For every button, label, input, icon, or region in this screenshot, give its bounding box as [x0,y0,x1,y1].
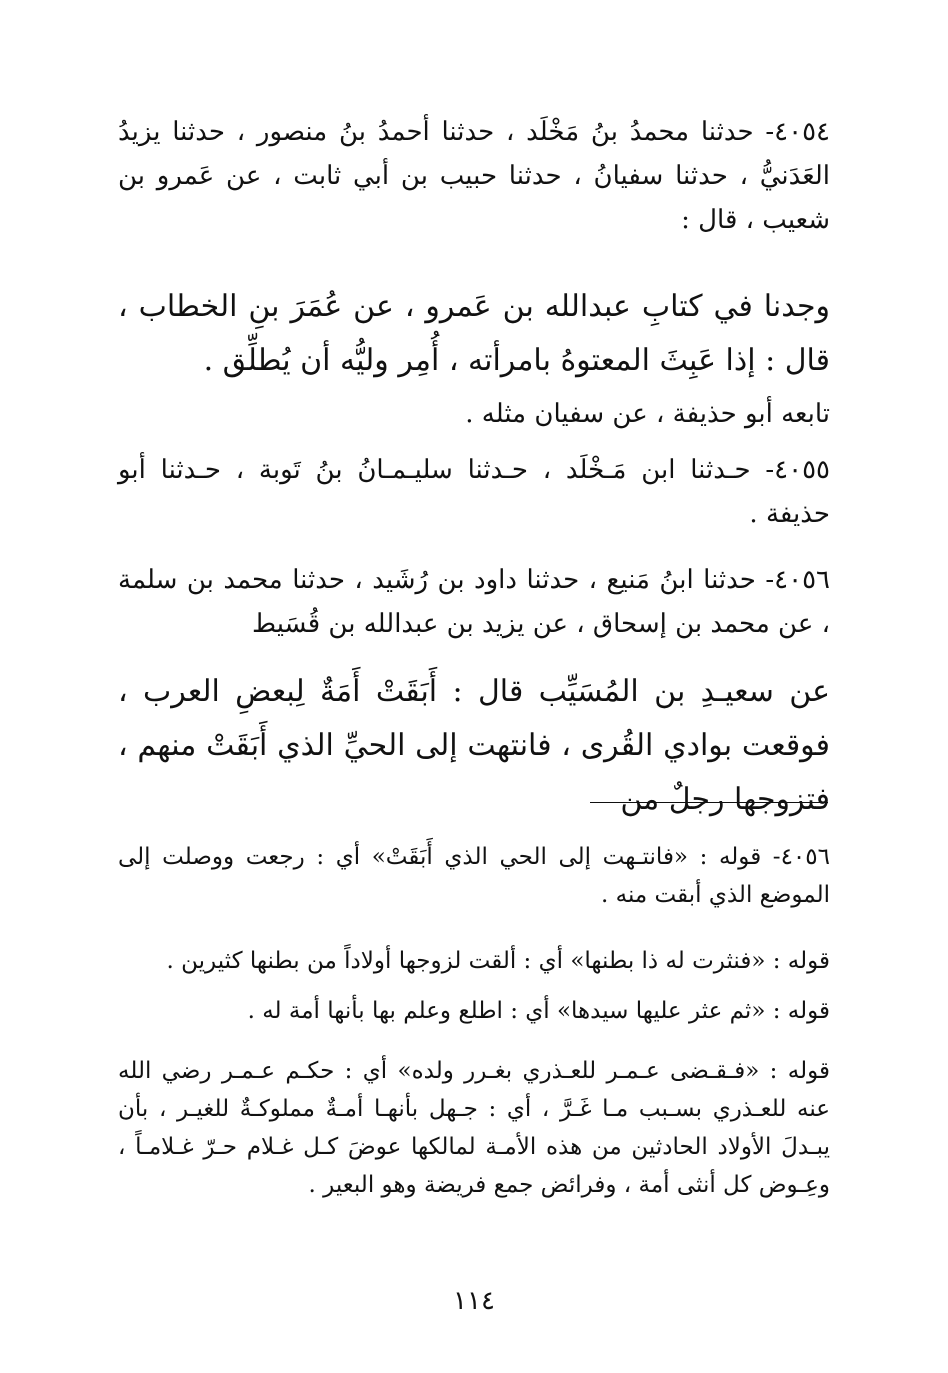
hadith-4054-text: وجدنا في كتابِ عبدالله بن عَمرو ، عن عُمَرَ بنِ الخطاب ، قال : إذا عَبِثَ المعتوهُ بامرأته ، أُمِر وليُّه أن يُطلِّق . [118,289,830,378]
hadith-4054: ٤٠٥٤- حدثنا محمدُ بنُ مَخْلَد ، حدثنا أحمدُ بنُ منصور ، حدثنا يزيدُ العَدَنيُّ ، حدثنا سفيانُ ، حدثنا حبيب بن أبي ثابت ، عن عَمرو بن شعيب ، قال : [118,117,830,235]
footnote-note-3: قوله : «ثم عثر عليها سيدها» أي : اطلع وعلم بها بأنها أمة له . [247,998,830,1024]
hadith-4056: ٤٠٥٦- حدثنا ابنُ مَنيع ، حدثنا داود بن رُشَيد ، حدثنا محمد بن سلمة ، عن محمد بن إسحاق ، عن يزيد بن عبدالله بن قُسَيط [118,565,830,639]
hadith-4056-text: عن سعيـدِ بن المُسَيِّب قال : أَبَقَتْ أَمَةٌ لِبعضِ العرب ، فوقعت بوادي القُرى ، فانتهت إلى الحيِّ الذي أَبَقَتْ منهم ، فتزوجها رجلٌ من [118,674,830,817]
footnote-divider [590,802,828,803]
page-number: ١١٤ [453,1286,495,1316]
footnote-note-2: قوله : «فنثرت له ذا بطنها» أي : ألقت لزوجها أولاداً من بطنها كثيرين . [166,948,830,974]
hadith-4055: ٤٠٥٥- حـدثنا ابن مَـخْلَد ، حـدثنا سليـمـانُ بنُ تَوبة ، حـدثنا أبو حذيفة . [118,455,830,529]
footnote-note-4: قوله : «فـقـضى عـمـر للعـذري بغـرر ولده» أي : حكـم عـمـر رضي الله عنه للعـذري بسـبب مـا غَـرَّ ، أي : جـهل بأنهـا أمـةٌ مملوكـةٌ للغيـر ، بأن يبـدلَ الأولاد الحادثين من هذه الأمـة لمالكها عوضَ كـل غـلام حـرّ غـلامـاً ، وعِـوض كل أنثى أمة ، وفرائض جمع فريضة وهو البعير . [118,1058,830,1198]
footnote-4056: ٤٠٥٦- قوله : «فانتـهت إلى الحي الذي أَبَقَتْ» أي : رجعت ووصلت إلى الموضع الذي أبقت منه . [118,844,830,908]
hadith-4054-followup: تابعه أبو حذيفة ، عن سفيان مثله . [465,399,830,429]
